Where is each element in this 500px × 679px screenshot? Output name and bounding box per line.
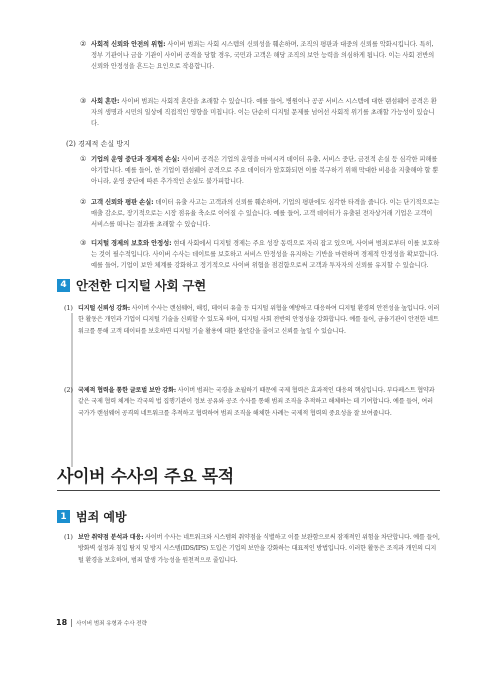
item-lead: 기업의 운영 중단과 경제적 손실:: [91, 156, 180, 163]
item-lead: 디지털 신뢰성 강화:: [78, 305, 130, 312]
item-text: 사이버 범죄는 국경을 초월하기 때문에 국제 협력은 효과적인 대응의 핵심입니다. 부다페스트 협약과 같은 국제 협력 체계는 각국의 법 집행기관이 정보 공유와 공조 수사를 통해 범죄 조직을 추적하고 해체하는 데 기여합니다. 예를 들어, 여러 국가가 랜섬웨어 공격의 네트워크를 추적하고 협력하여 범죄 조직을 해체한 사례는 국제적 협력의 중요성을 잘 보여줍니다.: [78, 387, 435, 417]
item-text: 사이버 수사는 랜섬웨어, 해킹, 데이터 유출 등 디지털 위협을 예방하고 대응하여 디지털 환경의 안전성을 높입니다. 이러한 활동은 개인과 기업이 디지털 기술을 신뢰할 수 있도록 하며, 디지털 사회 전반의 안정성을 강화합니다. 예를 들어, 금융기관이 안전한 네트워크를 통해 고객 데이터를 보호하면 디지털 기술 활용에 대한 불안감을 줄이고 신뢰를 높일 수 있습니다.: [78, 305, 440, 335]
paragraph-vulnerability-analysis: [64, 532, 440, 566]
section-title: 안전한 디지털 사회 구현: [76, 278, 206, 293]
item-lead: 고객 신뢰와 평판 손실:: [91, 199, 154, 206]
item-text: 사이버 범죄는 사회 시스템의 신뢰성을 훼손하며, 조직의 평판과 대중의 신뢰를 악화시킵니다. 특히, 정부 기관이나 금융 기관이 사이버 공격을 당할 경우, 국민과 고객은 해당 조직의 보안 능력을 의심하게 됩니다. 이는 사회 전반의 신뢰와 안정성을 흔드는 요인으로 작용합니다.: [91, 41, 435, 71]
item-number: (1): [64, 304, 73, 312]
list-item-digital-economy: [80, 238, 440, 272]
footer-separator: [71, 619, 72, 627]
item-text: 사이버 공격은 기업의 운영을 마비시켜 데이터 유출, 서비스 중단, 금전적 손실 등 심각한 피해를 야기합니다. 예를 들어, 한 기업이 랜섬웨어 공격으로 주요 데이터가 암호화되면 이를 복구하기 위해 막대한 비용을 지출해야 할 뿐 아니라, 운영 중단에 따른 추가적인 손실도 불가피합니다.: [91, 156, 439, 186]
section-title: 범죄 예방: [76, 510, 127, 524]
item-text: 데이터 유출 사고는 고객과의 신뢰를 훼손하며, 기업의 평판에도 심각한 타격을 줍니다. 이는 단기적으로는 매출 감소로, 장기적으로는 시장 점유율 축소로 이어질 수 있습니다. 예를 들어, 고객 데이터가 유출된 전자상거래 기업은 고객이 서비스를 떠나는 결과를 초래할 수 있습니다.: [91, 199, 440, 229]
subsection-heading-economic: (2) 경제적 손실 방지: [66, 140, 130, 148]
item-lead: 보안 취약점 분석과 대응:: [78, 534, 144, 541]
item-text: 현대 사회에서 디지털 경제는 주요 성장 동력으로 자리 잡고 있으며, 사이버 범죄로부터 이를 보호하는 것이 필수적입니다. 사이버 수사는 데이트를 보호하고 서비스 안정성을 유지하는 기반을 마련하며 경제적 안정성을 확보합니다. 예를 들어, 기업이 보안 체계를 강화하고 정기적으로 사이버 위협을 점검함으로써 고객과 투자자의 신뢰를 유지할 수 있습니다.: [91, 240, 440, 270]
paragraph-digital-trust: [64, 303, 440, 337]
item-body: [78, 532, 440, 566]
item-body: [78, 385, 440, 419]
paragraph-global-security: [64, 385, 440, 419]
item-number: ③: [80, 239, 87, 247]
section-heading-1: [57, 508, 127, 525]
section-number-badge: 4: [57, 279, 70, 292]
section-number-badge: 1: [57, 510, 70, 523]
section-heading-4: [57, 276, 206, 294]
chapter-title: 사이버 수사의 주요 목적: [57, 467, 234, 487]
item-lead: 디지털 경제의 보호와 안정성:: [91, 240, 172, 247]
item-number: ②: [80, 40, 87, 48]
chapter-underline: [57, 490, 440, 491]
item-body: [91, 154, 440, 188]
page-footer: [56, 618, 147, 627]
list-item-social-trust: [80, 39, 440, 73]
item-body: [78, 303, 440, 337]
item-number: ①: [80, 155, 87, 163]
item-lead: 국제적 협력을 통한 글로벌 보안 강화:: [78, 387, 177, 394]
item-number: (1): [64, 533, 73, 541]
item-number: ②: [80, 198, 87, 206]
list-item-reputation-loss: [80, 197, 440, 231]
item-text: 사이버 범죄는 사회적 혼란을 초래할 수 있습니다. 예를 들어, 병원이나 공공 서비스 시스템에 대한 랜섬웨어 공격은 환자의 생명과 시민의 일상에 직접적인 영향을 미칩니다. 이는 단순히 디지털 문제를 넘어선 사회적 위기를 초래할 가능성이 있습니다.: [91, 98, 437, 128]
item-body: [91, 238, 440, 272]
item-text: 사이버 수사는 네트워크와 시스템의 취약점을 식별하고 이를 보완함으로써 잠재적인 위험을 차단합니다. 예를 들어, 방화벽 설정과 침입 탐지 및 방지 시스템(IDS/IPS) 도입은 기업의 보안을 강화하는 대표적인 방법입니다. 이러한 활동은 조직과 개인의 디지털 환경을 보호하며, 범죄 발생 가능성을 원천적으로 줄입니다.: [78, 534, 440, 564]
list-item-business-loss: [80, 154, 440, 188]
item-number: ③: [80, 97, 87, 105]
item-lead: 사회적 신뢰와 안전의 위협:: [91, 41, 166, 48]
item-lead: 사회 혼란:: [91, 98, 120, 105]
item-body: [91, 39, 440, 73]
page-number: 18: [56, 618, 68, 627]
item-body: [91, 197, 440, 231]
item-body: [91, 96, 440, 130]
item-number: (2): [64, 386, 73, 394]
list-item-social-chaos: [80, 96, 440, 130]
running-title: 사이버 범죄 유형과 수사 전략: [76, 620, 147, 627]
